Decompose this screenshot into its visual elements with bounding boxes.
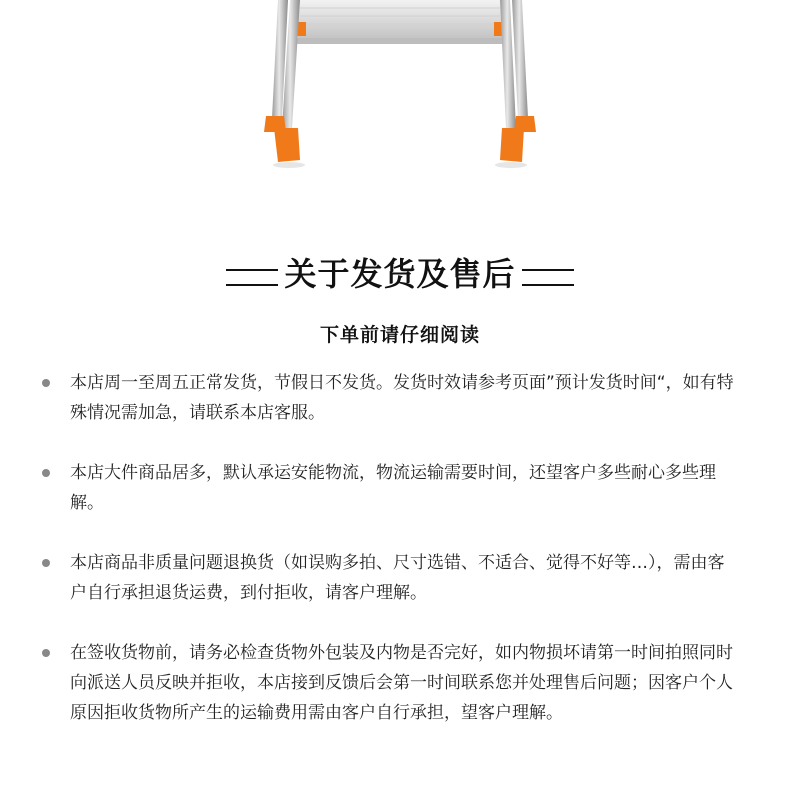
- bullet-dot-icon: [42, 649, 50, 657]
- heading-decor-right: [522, 269, 574, 286]
- notice-item: [40, 368, 740, 428]
- notice-item: [40, 458, 740, 518]
- bullet-dot-icon: [42, 379, 50, 387]
- bullet-dot-icon: [42, 469, 50, 477]
- bullet-dot-icon: [42, 559, 50, 567]
- notice-item: [40, 548, 740, 608]
- notice-text: 本店商品非质量问题退换货（如误购多拍、尺寸选错、不适合、觉得不好等…），需由客户自行承担退货运费，到付拒收，请客户理解。: [70, 553, 725, 603]
- notice-text: 本店大件商品居多，默认承运安能物流，物流运输需要时间，还望客户多些耐心多些理解。: [70, 463, 716, 513]
- section-heading: [0, 248, 800, 296]
- heading-title: 关于发货及售后: [284, 255, 516, 293]
- ladder-illustration: [0, 0, 800, 190]
- notice-list: [40, 368, 740, 758]
- heading-decor-left: [226, 269, 278, 286]
- notice-text: 本店周一至周五正常发货，节假日不发货。发货时效请参考页面”预计发货时间“，如有特殊情况需加急，请联系本店客服。: [70, 373, 734, 423]
- ladder-product-image: [0, 0, 800, 190]
- notice-item: [40, 638, 740, 728]
- notice-text: 在签收货物前，请务必检查货物外包装及内物是否完好，如内物损坏请第一时间拍照同时向派送人员反映并拒收，本店接到反馈后会第一时间联系您并处理售后问题；因客户个人原因拒收货物所产生的运输费用需由客户自行承担，望客户理解。: [70, 643, 733, 723]
- heading-subtitle: 下单前请仔细阅读: [319, 324, 480, 346]
